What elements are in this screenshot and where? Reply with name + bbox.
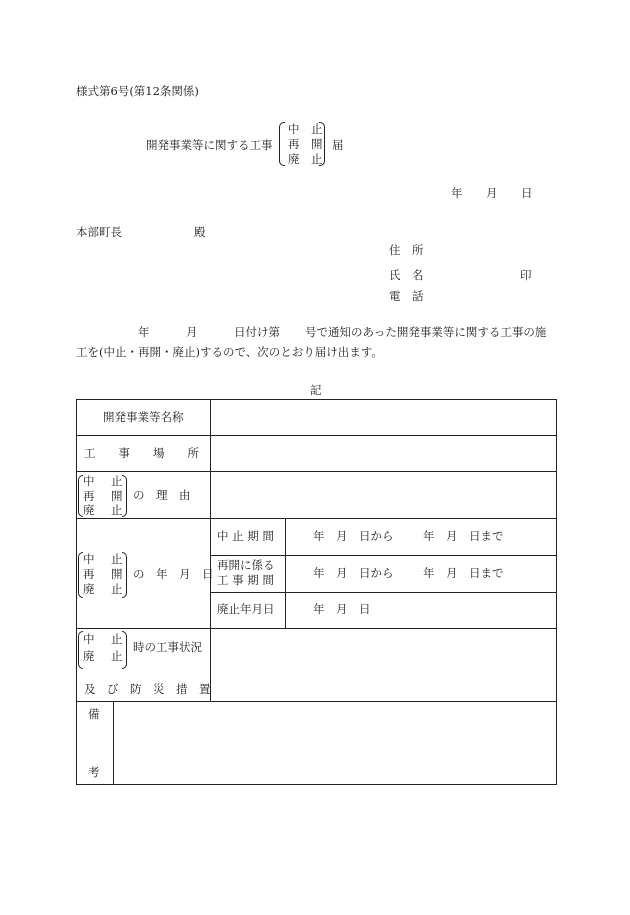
right-paren-icon [122, 631, 127, 669]
resume-from[interactable]: 年 月 日から [313, 566, 394, 580]
opt-sai: 再 [83, 567, 95, 581]
opt-chu: 中 [83, 552, 95, 566]
form-number: 様式第6号(第12条関係) [76, 84, 199, 98]
abolish-date[interactable]: 年 月 日 [313, 602, 371, 616]
right-paren-icon [319, 122, 325, 166]
title-prefix: 開発事業等に関する工事 [146, 138, 273, 152]
opt-shi2: 止 [111, 582, 123, 596]
opt-kai: 開 [111, 489, 123, 503]
opt-chu: 中 [83, 632, 95, 646]
project-name-label: 開発事業等名称 [103, 410, 184, 424]
abolish-date-label: 廃止年月日 [217, 602, 275, 616]
row-line [210, 555, 557, 556]
resume-period-label-1: 再開に係る [217, 558, 275, 572]
resume-to[interactable]: 年 月 日まで [423, 566, 504, 580]
reason-field[interactable] [211, 472, 556, 518]
opt-hai: 廃 [83, 503, 95, 517]
right-paren-icon [122, 475, 127, 517]
status-field[interactable] [211, 629, 556, 701]
right-paren-icon [122, 552, 127, 598]
opt-hai: 廃 [83, 582, 95, 596]
phone-label: 電 話 [389, 289, 424, 303]
body-dated: 日付け第 [234, 325, 280, 339]
body-rest: 号で通知のあった開発事業等に関する工事の施 [305, 325, 547, 339]
name-label: 氏 名 [389, 268, 424, 282]
site-label: 工 事 場 所 [84, 446, 199, 460]
column-line [285, 518, 286, 628]
row-line [210, 592, 557, 593]
body-year: 年 [138, 325, 150, 339]
table-border-bottom [76, 784, 557, 785]
remarks-label-2: 考 [88, 765, 100, 779]
remarks-label-1: 備 [88, 707, 100, 721]
status-label: 時の工事状況 [133, 640, 202, 654]
disaster-label: 及 び 防 災 措 置 [84, 682, 211, 696]
seal-mark: 印 [520, 268, 532, 282]
project-name-field[interactable] [211, 400, 556, 435]
suspend-period-label: 中 止 期 間 [217, 529, 274, 543]
reason-label: の 理 由 [133, 488, 191, 502]
date-day: 日 [521, 186, 533, 200]
opt-shi2: 止 [111, 503, 123, 517]
date-label: の 年 月 日 [133, 567, 214, 581]
date-month: 月 [486, 186, 498, 200]
left-paren-icon [279, 122, 285, 166]
opt-sai: 再 [83, 489, 95, 503]
suspend-from[interactable]: 年 月 日から [313, 529, 394, 543]
remarks-field[interactable] [114, 702, 556, 784]
opt-kai: 開 [111, 567, 123, 581]
suspend-to[interactable]: 年 月 日まで [423, 529, 504, 543]
option-suspend: 中 止 [288, 122, 323, 136]
body-line-2: 工を(中止・再開・廃止)するので、次のとおり届け出ます。 [76, 345, 383, 359]
site-field[interactable] [211, 436, 556, 471]
option-abolish: 廃 止 [288, 152, 323, 166]
addressee-honorific: 殿 [194, 225, 206, 239]
opt-chu: 中 [83, 474, 95, 488]
opt-shi2: 止 [111, 649, 123, 663]
opt-hai: 廃 [83, 649, 95, 663]
title-suffix: 届 [332, 138, 344, 152]
option-resume: 再 開 [288, 137, 323, 151]
opt-shi: 止 [111, 632, 123, 646]
body-month: 月 [186, 325, 198, 339]
row-line [76, 518, 557, 519]
table-border-right [556, 399, 557, 785]
address-label: 住 所 [389, 243, 424, 257]
opt-shi: 止 [111, 474, 123, 488]
table-border-left [76, 399, 77, 785]
ki-heading: 記 [310, 383, 322, 397]
addressee-name: 本部町長 [76, 225, 122, 239]
date-year: 年 [451, 186, 463, 200]
site-label-row [84, 448, 204, 460]
resume-period-label-2: 工 事 期 間 [217, 573, 274, 587]
opt-shi: 止 [111, 552, 123, 566]
